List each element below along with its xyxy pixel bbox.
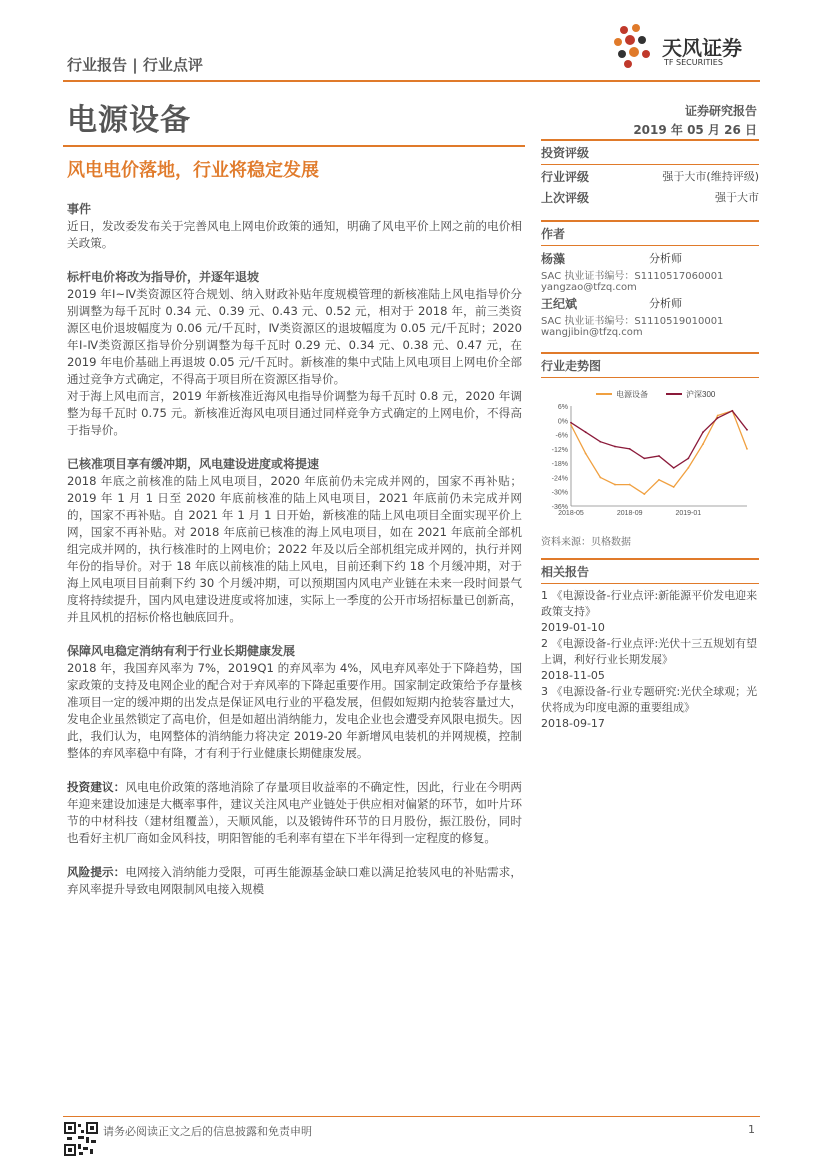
- data-point: [614, 484, 616, 486]
- legend-label: 沪深300: [686, 390, 716, 399]
- sidebar-divider: [541, 558, 759, 560]
- data-point: [585, 431, 587, 433]
- sidebar-divider: [541, 220, 759, 222]
- prev-rating-value: 强于大市: [715, 191, 759, 204]
- data-point: [731, 410, 733, 412]
- data-point: [599, 477, 601, 479]
- author-name: 杨藻: [541, 252, 566, 266]
- author-cert: SAC 执业证书编号：S1110517060001: [541, 271, 724, 282]
- data-point: [717, 417, 719, 419]
- advice-label: 投资建议：: [67, 780, 126, 794]
- report-date: 2019 年 05 月 26 日: [633, 123, 757, 137]
- data-point: [629, 448, 631, 450]
- author-name: 王纪斌: [541, 297, 578, 311]
- sector-title: 电源设备: [67, 103, 191, 138]
- author-card: [541, 295, 759, 338]
- y-tick-label: -30%: [551, 489, 568, 497]
- related-date: 2018-11-05: [541, 669, 605, 682]
- sidebar-divider: [541, 352, 759, 354]
- author-header: 作者: [541, 227, 566, 241]
- related-title[interactable]: 3 《电源设备-行业专题研究:光伏全球观；光伏将成为印度电源的重要组成》: [541, 685, 758, 714]
- data-point: [570, 424, 572, 426]
- disclaimer: 请务必阅读正文之后的信息披露和免责申明: [103, 1125, 312, 1138]
- paragraph: 2018 年，我国弃风率为 7%，2019Q1 的弃风率为 4%，风电弃风率处于下降趋势，国家政策的支持及电网企业的配合对于弃风率的下降起重要作用。国家制定政策给予存量核准项目一定的缓冲期的出发点是保证风电行业的平稳发展，但假如短期内抢装容量过大，发电企业虽然锁定了高电价，但是如超出消纳能力，发电企业也会遭受弃风限电损失。因此，我们认为，电网整体的消纳能力将决定 2019-20 年新增风电装机的并网规模，控制整体的弃风率稳中有降，才有利于行业健康长期健康发展。: [67, 661, 522, 760]
- related-report[interactable]: [541, 636, 759, 684]
- rating-header: 投资评级: [541, 146, 590, 160]
- related-report[interactable]: [541, 588, 759, 636]
- data-point: [702, 443, 704, 445]
- brand-logo: [610, 22, 760, 72]
- rating-value: 强于大市(维持评级): [662, 170, 759, 183]
- data-point: [599, 441, 601, 443]
- doc-type: 行业报告 | 行业点评: [67, 56, 203, 74]
- risk-warning: [67, 864, 522, 898]
- section-heading: 标杆电价将改为指导价，并逐年退坡: [67, 270, 260, 284]
- header-divider: [63, 80, 760, 82]
- related-title[interactable]: 2 《电源设备-行业点评:光伏十三五规划有望上调，利好行业长期发展》: [541, 637, 758, 666]
- prev-rating-row: [541, 189, 759, 206]
- sidebar: [541, 139, 759, 732]
- y-tick-label: -36%: [551, 504, 568, 511]
- chart-source: 资料来源：贝格数据: [541, 537, 631, 548]
- related-report[interactable]: [541, 684, 759, 732]
- investment-advice: [67, 779, 522, 847]
- footer-divider: [63, 1116, 760, 1117]
- section-heading: 保障风电稳定消纳有利于行业长期健康发展: [67, 644, 296, 658]
- paragraph: 2019 年Ⅰ~Ⅳ类资源区符合规划、纳入财政补贴年度规模管理的新核准陆上风电指导价分别调整为每千瓦时 0.34 元、0.39 元、0.43 元、0.52 元，相对于 2018 年，前三类资源区电价退坡幅度为 0.06 元/千瓦时，Ⅳ类资源区的退坡幅度为 0.05 元/千瓦时；2020 年Ⅰ-Ⅳ类资源区指导价分别调整为每千瓦时 0.29 元、0.34 元、0.38 元、0.47 元，在 2019 年电价基础上再退坡 0.05 元/千瓦时。新核准的集中式陆上风电项目上网电价全部通过竞争方式确定，不得高于项目所在资源区指导价。: [67, 287, 522, 386]
- paragraph: 2018 年底之前核准的陆上风电项目，2020 年底前仍未完成并网的，国家不再补贴；2019 年 1 月 1 日至 2020 年底前核准的陆上风电项目，2021 年底前仍未完成并网的，国家不再补贴。自 2021 年 1 月 1 日开始，新核准的陆上风电项目全面实现平价上网，国家不再补贴。对 2018 年底前已核准的海上风电项目，如在 2021 年底前全部机组完成并网的，执行核准时的上网电价；2022 年及以后全部机组完成并网的，执行并网年份的指导价。对于 18 年底以前核准的陆上风电，目前还剩下约 18 个月缓冲期，对于海上风电项目目前剩下约 30 个月缓冲期，可以预期国内风电产业链在未来一段时间景气度将持续提升，国内风电建设进度或将加速，实际上一季度的公开市场招标量已创新高，并且风机的招标价格也触底回升。: [67, 474, 522, 624]
- y-tick-label: 6%: [557, 404, 568, 411]
- author-role: 分析师: [649, 252, 682, 265]
- section-heading: 事件: [67, 202, 92, 216]
- brand-name-cn: 天风证券: [662, 36, 742, 60]
- title-divider: [63, 145, 525, 147]
- data-point: [585, 453, 587, 455]
- sidebar-divider: [541, 139, 759, 141]
- author-row: [541, 250, 759, 267]
- y-tick-label: 0%: [557, 418, 568, 426]
- x-tick-label: 2019-01: [675, 510, 702, 517]
- logo-icon: [610, 22, 660, 70]
- advice-text: 风电电价政策的落地消除了存量项目收益率的不确定性，因此，行业在今明两年迎来建设加速是大概率事件，建议关注风电产业链处于供应相对偏紧的环节，如叶片环节的中材科技（建材组覆盖），天顺风能，以及锻铸件环节的日月股份，振江股份，同时也看好主机厂商如金风科技，明阳智能的毛利率有望在下半年得到一定程度的修复。: [67, 780, 522, 845]
- trend-header: 行业走势图: [541, 359, 602, 373]
- related-date: 2018-09-17: [541, 717, 605, 730]
- author-cert: SAC 执业证书编号：S1110519010001: [541, 316, 724, 327]
- section-heading: 已核准项目享有缓冲期，风电建设进度或将提速: [67, 457, 320, 471]
- data-point: [673, 467, 675, 469]
- data-point: [702, 431, 704, 433]
- data-point: [687, 457, 689, 459]
- related-title[interactable]: 1 《电源设备-行业点评:新能源平价发电迎来政策支持》: [541, 589, 758, 618]
- sidebar-divider: [541, 583, 759, 584]
- trend-chart: [541, 384, 759, 519]
- author-card: [541, 250, 759, 293]
- author-row: [541, 295, 759, 312]
- data-point: [746, 429, 748, 431]
- paragraph: 近日，发改委发布关于完善风电上网电价政策的通知，明确了风电平价上网之前的电价相关政策。: [67, 219, 522, 250]
- x-tick-label: 2018-09: [616, 510, 643, 517]
- main-content: [67, 201, 522, 898]
- data-point: [629, 484, 631, 486]
- qr-code-icon: [64, 1122, 98, 1156]
- series-line: [571, 411, 747, 494]
- data-point: [717, 415, 719, 417]
- paragraph: 对于海上风电而言，2019 年新核准近海风电指导价调整为每千瓦时 0.8 元，2020 年调整为每千瓦时 0.75 元。新核准近海风电项目通过同样竞争方式确定的上网电价，不得高于指导价。: [67, 389, 522, 437]
- brand-name-en: TF SECURITIES: [664, 58, 723, 67]
- author-email[interactable]: yangzao@tfzq.com: [541, 282, 637, 293]
- sidebar-divider: [541, 164, 759, 165]
- report-type: 证券研究报告: [684, 104, 757, 118]
- data-point: [614, 446, 616, 448]
- legend-label: 电源设备: [616, 390, 648, 399]
- data-point: [687, 467, 689, 469]
- y-tick-label: -18%: [551, 461, 568, 469]
- sidebar-divider: [541, 245, 759, 246]
- page-number: 1: [748, 1123, 755, 1136]
- risk-label: 风险提示：: [67, 865, 126, 879]
- report-title: 风电电价落地，行业将稳定发展: [67, 160, 319, 181]
- data-point: [570, 422, 572, 424]
- y-tick-label: -24%: [551, 475, 568, 483]
- risk-text: 电网接入消纳能力受限，可再生能源基金缺口难以满足抢装风电的补贴需求，弃风率提升导致电网限制风电接入规模: [67, 865, 522, 896]
- y-tick-label: -12%: [551, 446, 568, 454]
- related-date: 2019-01-10: [541, 621, 605, 634]
- data-point: [658, 455, 660, 457]
- x-tick-label: 2018-05: [558, 510, 584, 517]
- data-point: [643, 457, 645, 459]
- data-point: [673, 486, 675, 488]
- rating-label: 行业评级: [541, 170, 590, 184]
- author-role: 分析师: [649, 297, 682, 310]
- related-header: 相关报告: [541, 565, 590, 579]
- sidebar-divider: [541, 377, 759, 378]
- data-point: [746, 448, 748, 450]
- prev-rating-label: 上次评级: [541, 191, 590, 205]
- series-line: [571, 411, 747, 468]
- data-point: [643, 493, 645, 495]
- data-point: [658, 479, 660, 481]
- rating-row: [541, 168, 759, 185]
- author-email[interactable]: wangjibin@tfzq.com: [541, 327, 643, 338]
- y-tick-label: -6%: [555, 432, 568, 440]
